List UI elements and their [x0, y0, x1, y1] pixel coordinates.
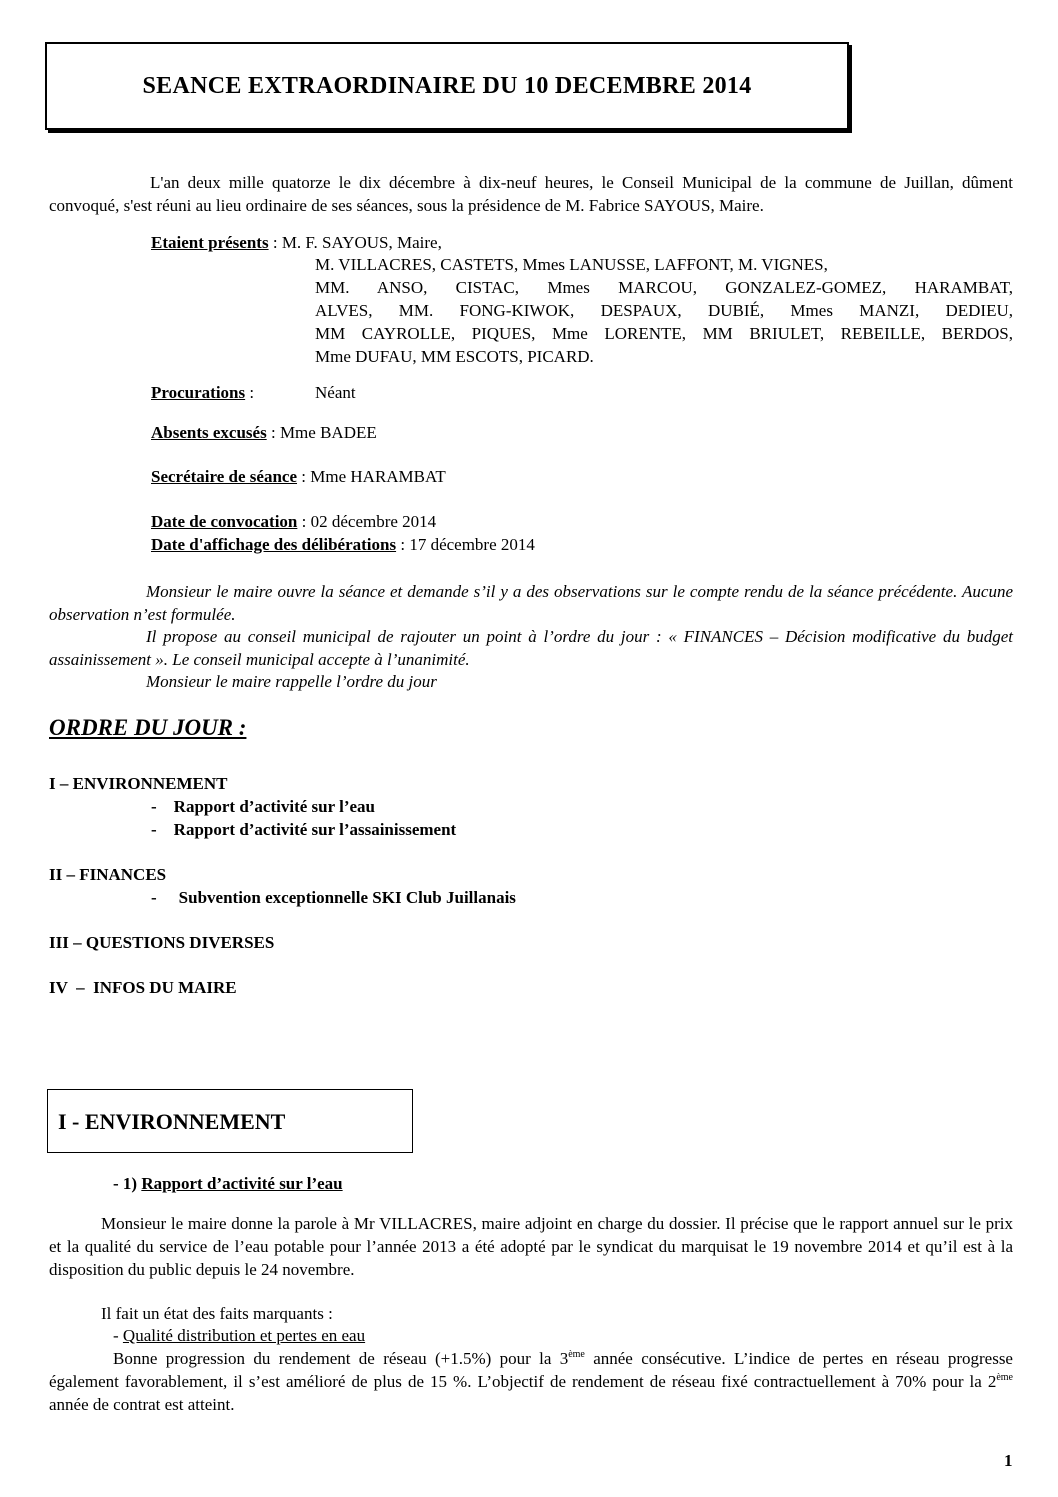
affichage-sep: : [396, 535, 410, 554]
section-box [47, 1089, 413, 1153]
opening-paragraph-1: Monsieur le maire ouvre la séance et demande s’il y a des observations sur le compte rendu de la séance précédente. Aucune observation n’est formulée. [49, 582, 1013, 624]
body-paragraph-2 [49, 1347, 1013, 1416]
convocation-value: 02 décembre 2014 [310, 512, 437, 531]
agenda-item-label: Rapport d’activité sur l’assainissement [173, 820, 457, 839]
absents-value: Mme BADEE [279, 423, 377, 442]
absents-row [151, 421, 377, 444]
absents-label: Absents excusés [151, 423, 267, 442]
procurations-value: Néant [315, 383, 356, 402]
presents-line: MM CAYROLLE, PIQUES, Mme LORENTE, MM BRIULET, REBEILLE, BERDOS, [315, 324, 1013, 343]
title-box [45, 42, 849, 130]
dash: - [151, 797, 157, 816]
faits-marquants: Il fait un état des faits marquants : [101, 1304, 333, 1323]
agenda-item-label: Rapport d’activité sur l’eau [173, 797, 375, 816]
presents-line: M. F. SAYOUS, Maire, [281, 233, 442, 252]
subsection-heading [113, 1172, 343, 1195]
qualite-heading [113, 1324, 365, 1347]
qualite-label: Qualité distribution et pertes en eau [122, 1326, 366, 1345]
convocation-label: Date de convocation [151, 512, 298, 531]
body-text: Bonne progression du rendement de réseau (+1.5%) pour la 3 [113, 1349, 569, 1368]
absents-sep: : [266, 423, 280, 442]
secretaire-sep: : [297, 467, 311, 486]
ordre-du-jour-heading: ORDRE DU JOUR : [49, 715, 247, 740]
affichage-label: Date d'affichage des délibérations [151, 535, 397, 554]
agenda-item [151, 795, 375, 818]
presents-sep: : [268, 233, 282, 252]
presents-list [315, 253, 1013, 368]
presents-line: ALVES, MM. FONG-KIWOK, DESPAUX, DUBIÉ, Mmes MANZI, DEDIEU, [315, 301, 1013, 320]
secretaire-value: Mme HARAMBAT [310, 467, 446, 486]
agenda-section-2: II – FINANCES [49, 865, 167, 884]
presents-block [151, 231, 1013, 254]
presents-line: Mme DUFAU, MM ESCOTS, PICARD. [315, 347, 594, 366]
secretaire-label: Secrétaire de séance [151, 467, 298, 486]
presents-line: MM. ANSO, CISTAC, Mmes MARCOU, GONZALEZ-GOMEZ, HARAMBAT, [315, 278, 1013, 297]
presents-line: M. VILLACRES, CASTETS, Mmes LANUSSE, LAFFONT, M. VIGNES, [315, 255, 828, 274]
agenda-item-label: Subvention exceptionnelle SKI Club Juillanais [178, 888, 516, 907]
body-text: année de contrat est atteint. [49, 1395, 235, 1414]
qualite-prefix: - [113, 1326, 123, 1345]
agenda-section-3: III – QUESTIONS DIVERSES [49, 933, 275, 952]
dash: - [151, 888, 157, 907]
body-paragraph-1: Monsieur le maire donne la parole à Mr VILLACRES, maire adjoint en charge du dossier. Il précise que le rapport annuel sur le prix et la qualité du service de l’eau potable pour l’année 2013 a été adopté par le syndicat du marquisat le 19 novembre 2014 et qu’il est à la disposition du public depuis le 24 novembre. [49, 1214, 1013, 1279]
affichage-row [151, 533, 535, 556]
procurations-sep: : [245, 383, 255, 402]
secretaire-row [151, 465, 446, 488]
subsection-prefix: - 1) [113, 1174, 142, 1193]
affichage-value: 17 décembre 2014 [409, 535, 535, 554]
agenda-item [151, 886, 516, 909]
agenda-section-4: IV – INFOS DU MAIRE [49, 978, 237, 997]
convocation-sep: : [297, 512, 311, 531]
page-title: SEANCE EXTRAORDINAIRE DU 10 DECEMBRE 2014 [142, 72, 752, 99]
subsection-label: Rapport d’activité sur l’eau [141, 1174, 343, 1193]
agenda-section-1: I – ENVIRONNEMENT [49, 774, 228, 793]
opening-paragraph-3: Monsieur le maire rappelle l’ordre du jour [146, 672, 437, 691]
presents-label: Etaient présents [151, 233, 269, 252]
opening-paragraph-2: Il propose au conseil municipal de rajouter un point à l’ordre du jour : « FINANCES – Décision modificative du budget assainissement ». Le conseil municipal accepte à l’unanimité. [49, 627, 1013, 669]
section-title: I - ENVIRONNEMENT [58, 1108, 286, 1134]
page-number: 1 [1004, 1451, 1013, 1470]
superscript: ème [568, 1349, 585, 1360]
procurations-row [151, 381, 254, 404]
body-text: année consécutive. L’indice de pertes en réseau progresse également favorablement, il s’est amélioré de plus de 15 %. L’objectif de rendement de réseau fixé contractuellement à 70% pour la 2 [49, 1349, 1013, 1391]
superscript: ème [996, 1372, 1013, 1383]
dash: - [151, 820, 157, 839]
convocation-row [151, 510, 436, 533]
agenda-item [151, 818, 456, 841]
procurations-label: Procurations [151, 383, 246, 402]
intro-paragraph: L'an deux mille quatorze le dix décembre à dix-neuf heures, le Conseil Municipal de la commune de Juillan, dûment convoqué, s'est réuni au lieu ordinaire de ses séances, sous la présidence de M. Fabrice SAYOUS, Maire. [49, 173, 1013, 215]
